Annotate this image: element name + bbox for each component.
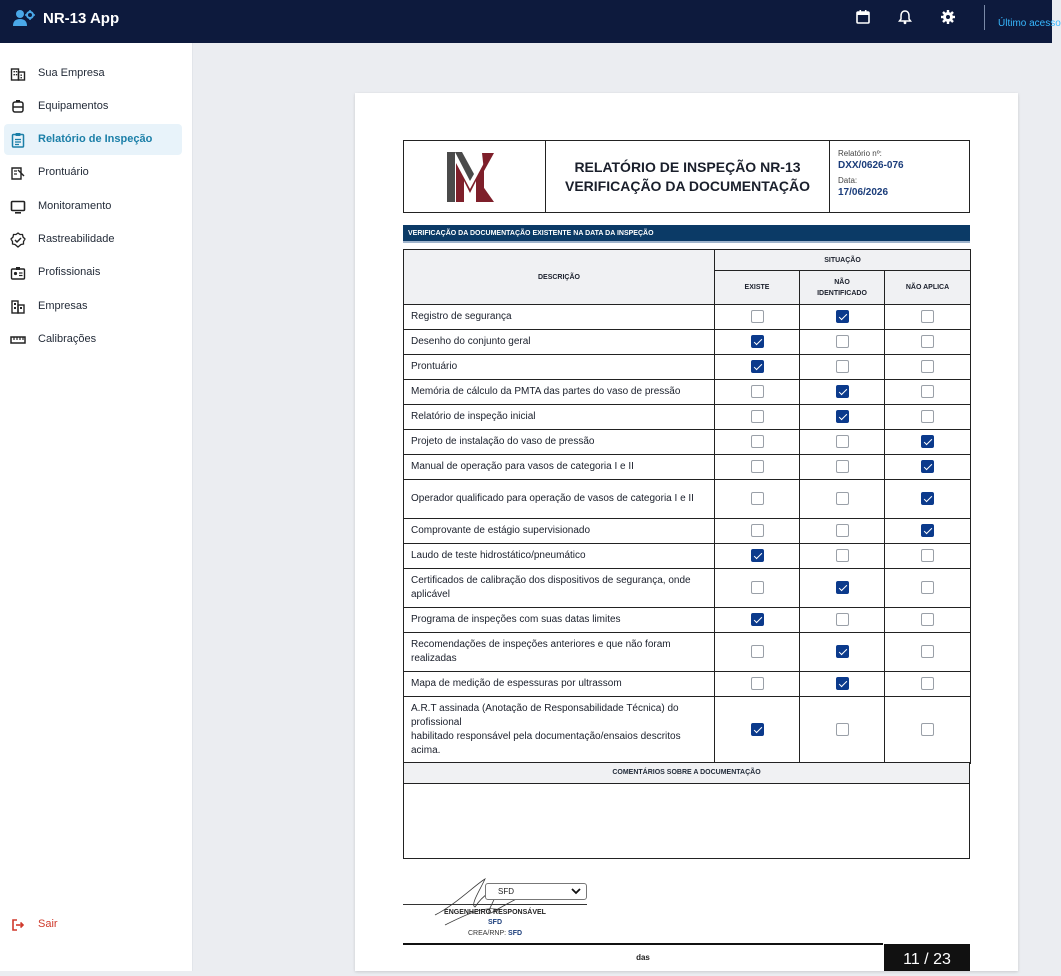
checkbox-exists[interactable] [751, 613, 764, 626]
checkbox-exists[interactable] [751, 645, 764, 658]
chevron-down-icon [571, 886, 581, 896]
checkbox-cell [885, 519, 971, 544]
top-bar [0, 0, 1061, 43]
checkbox-cell [800, 697, 885, 764]
signature-role: ENGENHEIRO RESPONSÁVEL [444, 909, 546, 916]
checkbox-not-applicable[interactable] [921, 645, 934, 658]
logout-icon [10, 917, 26, 933]
table-row [404, 480, 971, 519]
checkbox-not-applicable[interactable] [921, 613, 934, 626]
checkbox-exists[interactable] [751, 549, 764, 562]
report-date-value: 17/06/2026 [838, 187, 889, 198]
checkbox-exists[interactable] [751, 677, 764, 690]
checkbox-exists[interactable] [751, 581, 764, 594]
checkbox-not-identified[interactable] [836, 613, 849, 626]
table-row [404, 633, 971, 672]
report-date-label: Data: [838, 176, 858, 185]
checkbox-cell [715, 480, 800, 519]
row-description: Mapa de medição de espessuras por ultrassom [404, 672, 715, 697]
checkbox-cell [715, 405, 800, 430]
table-row [404, 330, 971, 355]
col-not-identified [800, 271, 885, 305]
checkbox-not-identified[interactable] [836, 360, 849, 373]
report-title-line2: VERIFICAÇÃO DA DOCUMENTAÇÃO [565, 177, 810, 194]
checkbox-not-identified[interactable] [836, 435, 849, 448]
sidebar-item-empresas[interactable] [4, 291, 182, 322]
clipboard-icon [10, 132, 26, 148]
checkbox-cell [885, 405, 971, 430]
checkbox-cell [715, 430, 800, 455]
building-icon [10, 66, 26, 82]
checkbox-cell [715, 608, 800, 633]
checkbox-cell [885, 430, 971, 455]
row-description: Laudo de teste hidrostático/pneumático [404, 544, 715, 569]
row-description: Registro de segurança [404, 305, 715, 330]
monitor-icon [10, 199, 26, 215]
checkbox-cell [800, 480, 885, 519]
topbar-divider [984, 5, 985, 30]
engineer-logo-icon [13, 8, 35, 28]
checkbox-not-identified[interactable] [836, 549, 849, 562]
documentation-table [403, 249, 971, 764]
table-row [404, 608, 971, 633]
comments-field[interactable] [404, 784, 969, 858]
checkbox-exists[interactable] [751, 723, 764, 736]
sidebar-item-label: Equipamentos [38, 100, 109, 112]
sidebar-item-equipamentos[interactable] [4, 91, 182, 122]
sidebar-item-label: Monitoramento [38, 200, 112, 212]
checkbox-cell [715, 305, 800, 330]
row-description: Comprovante de estágio supervisionado [404, 519, 715, 544]
checkbox-not-applicable[interactable] [921, 549, 934, 562]
checkbox-not-identified[interactable] [836, 645, 849, 658]
last-access-text: Último acesso [998, 18, 1061, 29]
checkbox-exists[interactable] [751, 385, 764, 398]
checkbox-not-identified[interactable] [836, 524, 849, 537]
sidebar-item-label: Relatório de Inspeção [38, 133, 153, 145]
table-row [404, 305, 971, 330]
checkbox-not-applicable[interactable] [921, 492, 934, 505]
table-row [404, 355, 971, 380]
checkbox-not-applicable[interactable] [921, 385, 934, 398]
checkbox-cell [800, 330, 885, 355]
app-title: NR-13 App [43, 10, 120, 27]
logout-button[interactable] [4, 909, 182, 940]
table-row [404, 380, 971, 405]
row-description: Recomendações de inspeções anteriores e que não foram realizadas [404, 633, 715, 672]
checkbox-cell [800, 455, 885, 480]
checkbox-not-identified[interactable] [836, 492, 849, 505]
checkbox-not-applicable[interactable] [921, 581, 934, 594]
row-description: Operador qualificado para operação de vasos de categoria I e II [404, 480, 715, 519]
page-indicator: 11 / 23 [884, 944, 970, 971]
verified-icon [10, 232, 26, 248]
table-row [404, 519, 971, 544]
checkbox-not-identified[interactable] [836, 310, 849, 323]
checkbox-exists[interactable] [751, 310, 764, 323]
table-row [404, 569, 971, 608]
document-icon [10, 165, 26, 181]
checkbox-not-applicable[interactable] [921, 410, 934, 423]
checkbox-cell [800, 305, 885, 330]
checkbox-cell [800, 430, 885, 455]
checkbox-exists[interactable] [751, 410, 764, 423]
checkbox-not-applicable[interactable] [921, 524, 934, 537]
id-badge-icon [10, 265, 26, 281]
checkbox-cell [715, 633, 800, 672]
checkbox-exists[interactable] [751, 460, 764, 473]
bell-icon[interactable] [897, 9, 913, 25]
checkbox-not-applicable[interactable] [921, 435, 934, 448]
checkbox-not-identified[interactable] [836, 677, 849, 690]
ruler-icon [10, 332, 26, 348]
checkbox-cell [800, 633, 885, 672]
company-logo [404, 141, 546, 212]
row-description: A.R.T assinada (Anotação de Responsabilidade Técnica) do profissional habilitado responsável pela documentação/ensaios descritos acima. [404, 697, 715, 764]
checkbox-not-applicable[interactable] [921, 723, 934, 736]
row-description: Desenho do conjunto geral [404, 330, 715, 355]
signature-line [403, 904, 587, 905]
buildings-icon [10, 299, 26, 315]
table-body [404, 305, 971, 764]
checkbox-cell [715, 380, 800, 405]
checkbox-cell [715, 519, 800, 544]
row-description: Memória de cálculo da PMTA das partes do vaso de pressão [404, 380, 715, 405]
checkbox-cell [885, 305, 971, 330]
gear-icon[interactable] [940, 9, 956, 25]
sidebar [0, 43, 193, 971]
checkbox-not-applicable[interactable] [921, 677, 934, 690]
table-row [404, 455, 971, 480]
checkbox-not-identified[interactable] [836, 385, 849, 398]
checkbox-exists[interactable] [751, 335, 764, 348]
checkbox-cell [715, 697, 800, 764]
row-description: Relatório de inspeção inicial [404, 405, 715, 430]
checkbox-cell [715, 544, 800, 569]
checkbox-not-applicable[interactable] [921, 460, 934, 473]
table-row [404, 697, 971, 764]
checkbox-cell [800, 569, 885, 608]
sidebar-item-label: Rastreabilidade [38, 233, 115, 245]
sidebar-item-label: Calibrações [38, 333, 97, 345]
sidebar-item-calibracoes[interactable] [4, 324, 182, 355]
section-title: VERIFICAÇÃO DA DOCUMENTAÇÃO EXISTENTE NA DATA DA INSPEÇÃO [403, 225, 970, 243]
table-row [404, 672, 971, 697]
report-number-label: Relatório nº: [838, 149, 882, 158]
row-description: Manual de operação para vasos de categoria I e II [404, 455, 715, 480]
checkbox-not-identified[interactable] [836, 335, 849, 348]
checkbox-not-identified[interactable] [836, 723, 849, 736]
col-not-applicable: NÃO APLICA [885, 271, 971, 305]
table-row [404, 430, 971, 455]
checkbox-exists[interactable] [751, 435, 764, 448]
checkbox-cell [885, 330, 971, 355]
sidebar-item-profissionais[interactable] [4, 257, 182, 288]
logout-label: Sair [38, 918, 58, 930]
checkbox-exists[interactable] [751, 360, 764, 373]
report-header [403, 140, 970, 213]
checkbox-exists[interactable] [751, 524, 764, 537]
checkbox-cell [885, 544, 971, 569]
row-description: Projeto de instalação do vaso de pressão [404, 430, 715, 455]
sidebar-item-label: Sua Empresa [38, 67, 105, 79]
col-not-identified-label: NÃO IDENTIFICADO [817, 278, 867, 297]
checkbox-cell [885, 455, 971, 480]
checkbox-cell [715, 455, 800, 480]
comments-section[interactable] [403, 762, 970, 859]
checkbox-cell [800, 355, 885, 380]
checkbox-cell [885, 569, 971, 608]
table-row [404, 405, 971, 430]
sidebar-item-sua-empresa[interactable] [4, 58, 182, 89]
sidebar-item-prontuario[interactable] [4, 157, 182, 188]
sidebar-item-label: Prontuário [38, 166, 89, 178]
footer-line [403, 943, 883, 945]
footer-text: das [636, 953, 650, 962]
checkbox-cell [800, 380, 885, 405]
checkbox-cell [715, 672, 800, 697]
engineer-select-value: SFD [498, 887, 514, 896]
checkbox-cell [885, 355, 971, 380]
im-logo-icon [404, 141, 546, 212]
table-row [404, 544, 971, 569]
report-title-line1: RELATÓRIO DE INSPEÇÃO NR-13 [574, 158, 801, 175]
checkbox-cell [800, 672, 885, 697]
report-meta [838, 148, 904, 202]
checkbox-not-applicable[interactable] [921, 335, 934, 348]
row-description: Programa de inspeções com suas datas limites [404, 608, 715, 633]
checkbox-cell [885, 633, 971, 672]
checkbox-cell [715, 569, 800, 608]
checkbox-not-applicable[interactable] [921, 310, 934, 323]
checkbox-not-applicable[interactable] [921, 360, 934, 373]
tank-icon [10, 99, 26, 115]
sidebar-item-label: Empresas [38, 300, 88, 312]
checkbox-cell [800, 405, 885, 430]
checkbox-cell [800, 608, 885, 633]
col-description: DESCRIÇÃO [404, 250, 715, 305]
checkbox-cell [885, 608, 971, 633]
checkbox-cell [715, 355, 800, 380]
report-page [355, 93, 1018, 971]
sidebar-item-rastreabilidade[interactable] [4, 224, 182, 255]
checkbox-not-identified[interactable] [836, 460, 849, 473]
crea-label: CREA/RNP: [467, 930, 507, 937]
engineer-select[interactable] [485, 883, 587, 900]
checkbox-cell [800, 544, 885, 569]
checkbox-cell [885, 380, 971, 405]
checkbox-exists[interactable] [751, 492, 764, 505]
col-exists: EXISTE [715, 271, 800, 305]
signature-crea [403, 930, 587, 937]
comments-title: COMENTÁRIOS SOBRE A DOCUMENTAÇÃO [404, 763, 969, 784]
crea-value: SFD [508, 930, 523, 937]
report-number-value: DXX/0626-076 [838, 160, 904, 171]
signature-name: SFD [488, 919, 502, 926]
checkbox-cell [715, 330, 800, 355]
checkbox-not-identified[interactable] [836, 581, 849, 594]
row-description: Certificados de calibração dos dispositivos de segurança, onde aplicável [404, 569, 715, 608]
checkbox-not-identified[interactable] [836, 410, 849, 423]
sidebar-item-relatorio-de-inspecao[interactable] [4, 124, 182, 155]
col-situation: SITUAÇÃO [715, 250, 971, 271]
calendar-icon[interactable] [855, 9, 871, 25]
checkbox-cell [885, 480, 971, 519]
report-title [546, 141, 830, 212]
sidebar-item-monitoramento[interactable] [4, 191, 182, 222]
sidebar-item-label: Profissionais [38, 266, 101, 278]
checkbox-cell [800, 519, 885, 544]
checkbox-cell [885, 697, 971, 764]
row-description: Prontuário [404, 355, 715, 380]
checkbox-cell [885, 672, 971, 697]
